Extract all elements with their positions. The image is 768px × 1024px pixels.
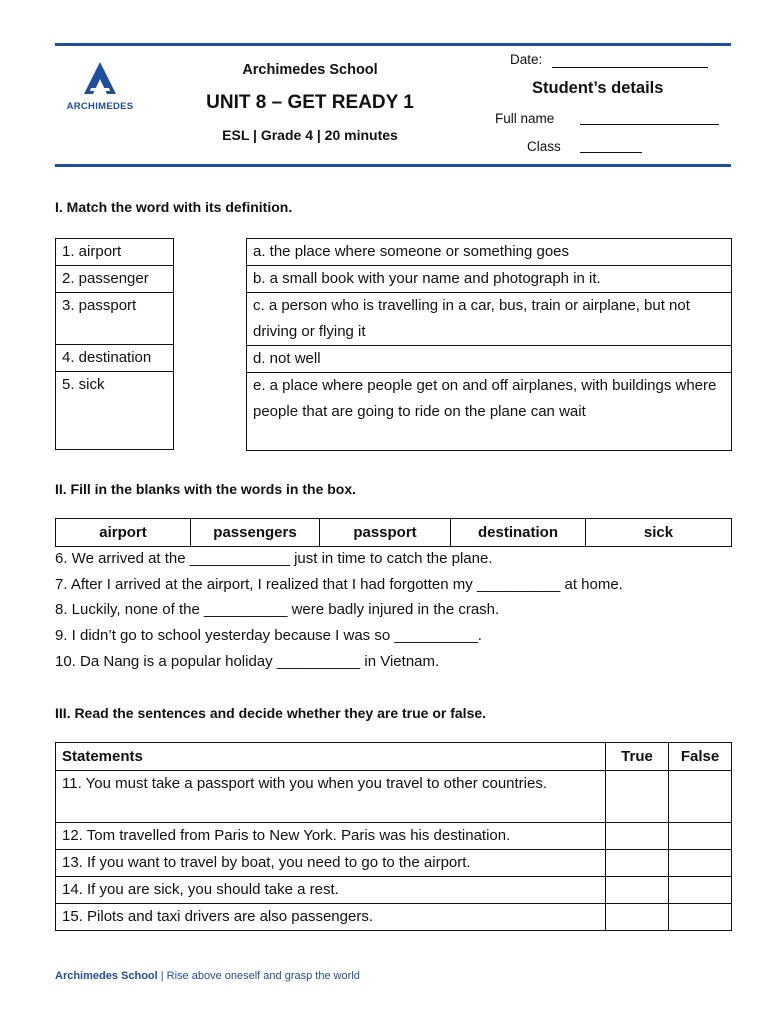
fill-sentence: 9. I didn’t go to school yesterday because I was so __________. bbox=[55, 627, 482, 644]
word-box-item: sick bbox=[586, 519, 732, 547]
definitions-table bbox=[246, 238, 732, 451]
statement-row: 13. If you want to travel by boat, you need to go to the airport. bbox=[56, 850, 606, 877]
section3-heading: III. Read the sentences and decide whether they are true or false. bbox=[55, 705, 487, 721]
definition-item: b. a small book with your name and photograph in it. bbox=[247, 266, 732, 293]
footer-school: Archimedes School bbox=[55, 970, 158, 982]
definition-item: a. the place where someone or something goes bbox=[247, 239, 732, 266]
statement-row: 11. You must take a passport with you when you travel to other countries. bbox=[56, 771, 606, 823]
footer bbox=[55, 970, 360, 982]
header-top-rule bbox=[55, 43, 731, 46]
section1-heading: I. Match the word with its definition. bbox=[55, 199, 293, 215]
word-item: 2. passenger bbox=[56, 266, 174, 293]
logo-text: ARCHIMEDES bbox=[66, 101, 134, 112]
false-cell[interactable] bbox=[669, 904, 732, 931]
fill-sentence: 6. We arrived at the ____________ just in time to catch the plane. bbox=[55, 550, 493, 567]
class-field[interactable] bbox=[580, 152, 642, 153]
false-header: False bbox=[669, 743, 732, 771]
full-name-field[interactable] bbox=[580, 124, 719, 125]
word-box-item: airport bbox=[56, 519, 191, 547]
header-bottom-rule bbox=[55, 164, 731, 167]
true-cell[interactable] bbox=[606, 823, 669, 850]
statement-row: 12. Tom travelled from Paris to New York. Paris was his destination. bbox=[56, 823, 606, 850]
statement-row: 14. If you are sick, you should take a rest. bbox=[56, 877, 606, 904]
school-logo bbox=[60, 60, 140, 112]
true-cell[interactable] bbox=[606, 877, 669, 904]
word-item: 5. sick bbox=[56, 372, 174, 450]
word-item: 4. destination bbox=[56, 345, 174, 372]
words-table bbox=[55, 238, 174, 450]
word-box-item: passport bbox=[320, 519, 451, 547]
fill-sentence: 7. After I arrived at the airport, I realized that I had forgotten my __________ at home. bbox=[55, 576, 623, 593]
statement-row: 15. Pilots and taxi drivers are also passengers. bbox=[56, 904, 606, 931]
statements-header: Statements bbox=[56, 743, 606, 771]
word-item: 1. airport bbox=[56, 239, 174, 266]
false-cell[interactable] bbox=[669, 771, 732, 823]
false-cell[interactable] bbox=[669, 850, 732, 877]
students-details-title: Student’s details bbox=[532, 79, 664, 97]
section2-heading: II. Fill in the blanks with the words in the box. bbox=[55, 481, 357, 497]
date-label: Date: bbox=[510, 52, 543, 67]
date-field[interactable] bbox=[552, 67, 708, 68]
word-box bbox=[55, 518, 732, 547]
word-box-item: passengers bbox=[191, 519, 320, 547]
course-meta: ESL | Grade 4 | 20 minutes bbox=[222, 127, 398, 143]
false-cell[interactable] bbox=[669, 877, 732, 904]
true-cell[interactable] bbox=[606, 771, 669, 823]
archimedes-logo-icon bbox=[60, 60, 140, 96]
unit-title: UNIT 8 – GET READY 1 bbox=[206, 92, 414, 113]
true-cell[interactable] bbox=[606, 850, 669, 877]
word-box-item: destination bbox=[451, 519, 586, 547]
true-header: True bbox=[606, 743, 669, 771]
definition-item: e. a place where people get on and off airplanes, with buildings where people that are going to ride on the plane can wait bbox=[247, 373, 732, 451]
school-name: Archimedes School bbox=[242, 62, 378, 78]
fill-sentence: 8. Luckily, none of the __________ were badly injured in the crash. bbox=[55, 601, 500, 618]
class-label: Class bbox=[527, 139, 561, 154]
full-name-label: Full name bbox=[495, 111, 555, 126]
word-item: 3. passport bbox=[56, 293, 174, 345]
fill-sentence: 10. Da Nang is a popular holiday __________ in Vietnam. bbox=[55, 653, 440, 670]
footer-slogan: | Rise above oneself and grasp the world bbox=[157, 970, 360, 982]
true-cell[interactable] bbox=[606, 904, 669, 931]
definition-item: d. not well bbox=[247, 346, 732, 373]
true-false-table bbox=[55, 742, 732, 931]
false-cell[interactable] bbox=[669, 823, 732, 850]
definition-item: c. a person who is travelling in a car, bus, train or airplane, but not driving or flying it bbox=[247, 293, 732, 346]
